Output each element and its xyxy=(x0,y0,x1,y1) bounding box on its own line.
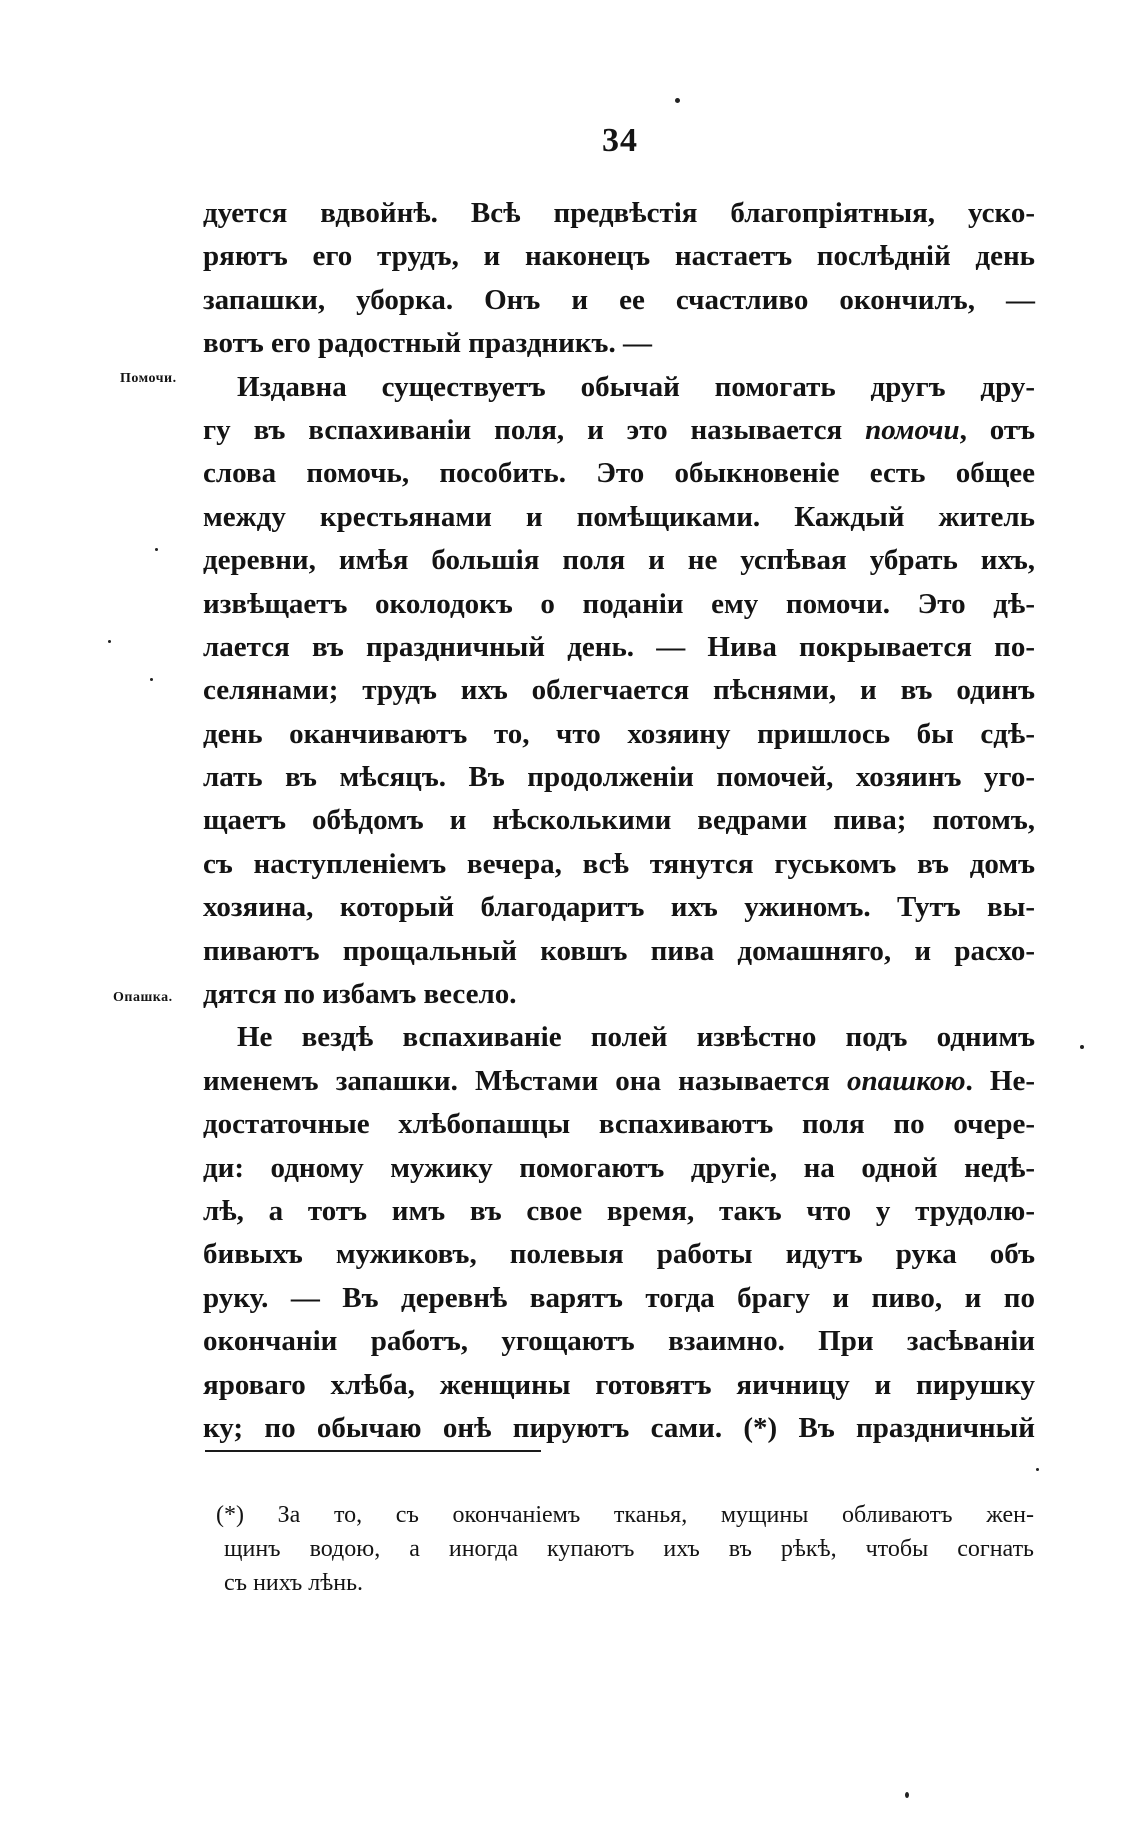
body-text xyxy=(203,192,1035,1450)
text-line-with-emphasis-opashkoyu xyxy=(203,1060,1035,1103)
scan-speck xyxy=(155,548,158,551)
scan-speck xyxy=(675,98,680,103)
text-line: деревни, имѣя большія поля и не успѣвая убрать ихъ, xyxy=(203,544,1035,577)
footnote xyxy=(216,1498,1034,1600)
text-line: слова помочь, пособить. Это обыкновеніе есть общее xyxy=(203,457,1035,490)
text-line: лѣ, а тотъ имъ въ свое время, такъ что у трудолю- xyxy=(203,1194,1035,1227)
text-line: бивыхъ мужиковъ, полевыя работы идутъ рука объ xyxy=(203,1238,1035,1271)
line-segment: именемъ запашки. Мѣстами она называется xyxy=(203,1064,847,1097)
text-line: лается въ праздничный день. — Нива покрывается по- xyxy=(203,630,1035,663)
text-line: съ наступленіемъ вечера, всѣ тянутся гуськомъ въ домъ xyxy=(203,847,1035,880)
footnote-line: щинъ водою, а иногда купаютъ ихъ въ рѣкѣ, чтобы согнать xyxy=(224,1536,1034,1562)
scan-speck xyxy=(1080,1045,1084,1049)
scan-speck xyxy=(905,1792,909,1798)
text-line: запашки, уборка. Онъ и ее счастливо окончилъ, — xyxy=(203,283,1035,316)
margin-note-opashka: Опашка. xyxy=(113,990,173,1005)
scan-speck xyxy=(108,640,111,643)
line-segment: , отъ xyxy=(959,413,1035,446)
paragraph-start-pomochi: Издавна существуетъ обычай помогать другъ дру- xyxy=(237,370,1035,403)
footnote-line: съ нихъ лѣнь. xyxy=(224,1570,364,1596)
paragraph-start-opashka: Не вездѣ вспахиваніе полей извѣстно подъ однимъ xyxy=(237,1021,1035,1054)
line-segment: гу въ вспахиваніи поля, и это называется xyxy=(203,413,866,446)
text-line: ку; по обычаю онѣ пируютъ сами. (*) Въ праздничный xyxy=(203,1411,1035,1444)
line-segment: . Не- xyxy=(965,1064,1035,1097)
text-line: хозяина, который благодаритъ ихъ ужиномъ. Тутъ вы- xyxy=(203,891,1035,924)
text-line: окончаніи работъ, угощаютъ взаимно. При засѣваніи xyxy=(203,1325,1035,1358)
text-line: извѣщаетъ околодокъ о поданіи ему помочи. Это дѣ- xyxy=(203,587,1035,620)
text-line: пиваютъ прощальный ковшъ пива домашняго, и расхо- xyxy=(203,934,1035,967)
text-line: достаточные хлѣбопашцы вспахиваютъ поля по очере- xyxy=(203,1108,1035,1141)
text-line: день оканчиваютъ то, что хозяину пришлось бы сдѣ- xyxy=(203,717,1035,750)
text-line: селянами; трудъ ихъ облегчается пѣснями, и въ одинъ xyxy=(203,674,1035,707)
text-line: руку. — Въ деревнѣ варятъ тогда брагу и пиво, и по xyxy=(203,1281,1035,1314)
text-line: дуется вдвойнѣ. Всѣ предвѣстія благопріятныя, уско- xyxy=(203,197,1035,229)
margin-note-pomochi: Помочи. xyxy=(120,371,177,386)
page-number: 34 xyxy=(602,122,638,159)
emphasized-term: помочи xyxy=(865,413,960,446)
text-line: вотъ его радостный праздникъ. — xyxy=(203,327,652,360)
scan-speck xyxy=(150,678,153,681)
scan-speck xyxy=(1036,1468,1039,1471)
text-line: лать въ мѣсяцъ. Въ продолженіи помочей, хозяинъ уго- xyxy=(203,761,1035,794)
footnote-line: (*) За то, съ окончаніемъ тканья, мущины обливаютъ жен- xyxy=(216,1502,1034,1528)
text-line: ди: одному мужику помогаютъ другіе, на одной недѣ- xyxy=(203,1151,1035,1184)
footnote-divider xyxy=(205,1450,541,1452)
text-line: ряютъ его трудъ, и наконецъ настаетъ послѣдній день xyxy=(203,240,1035,273)
text-line: щаетъ обѣдомъ и нѣсколькими ведрами пива; потомъ, xyxy=(203,804,1035,837)
text-line: яроваго хлѣба, женщины готовятъ яичницу и пирушку xyxy=(203,1368,1035,1401)
emphasized-term: опашкою xyxy=(846,1064,966,1097)
text-line-with-emphasis-pomochi xyxy=(203,409,1035,452)
text-line: дятся по избамъ весело. xyxy=(203,978,517,1011)
text-line: между крестьянами и помѣщиками. Каждый житель xyxy=(203,500,1035,533)
